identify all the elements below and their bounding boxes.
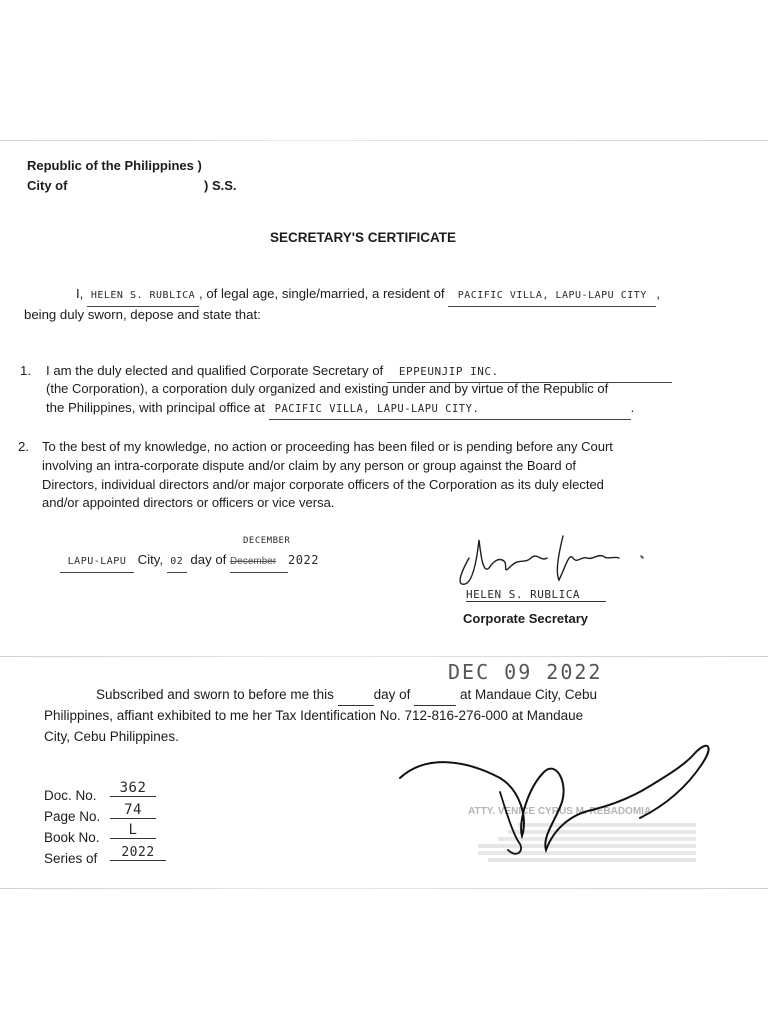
book-no-label: Book No. bbox=[44, 830, 100, 845]
corporation-name-field: EPPEUNJIP INC. bbox=[387, 362, 672, 383]
page-no-label: Page No. bbox=[44, 809, 101, 824]
jurat-line-1 bbox=[96, 685, 597, 706]
intro-i: I, bbox=[76, 286, 84, 301]
book-no-field: L bbox=[110, 822, 156, 839]
intro-line-1 bbox=[76, 284, 660, 307]
dateline bbox=[60, 550, 319, 573]
dateline-city-word: City, bbox=[137, 552, 164, 567]
secretary-printed-name: HELEN S. RUBLICA bbox=[466, 588, 606, 602]
dateline-day-field: 02 bbox=[167, 552, 187, 573]
jurat-text-a: Subscribed and sworn to before me this bbox=[96, 687, 334, 702]
secretary-signature bbox=[455, 528, 655, 590]
intro-line-2: being duly sworn, depose and state that: bbox=[24, 307, 261, 322]
item-2-line-3: Directors, individual directors and/or major corporate officers of the Corporation as its duly elected bbox=[42, 477, 604, 492]
dateline-city-field: LAPU-LAPU bbox=[60, 552, 134, 573]
page-fold-middle bbox=[0, 656, 768, 657]
city-of-label: City of bbox=[27, 178, 68, 193]
dateline-day-of: day of bbox=[190, 552, 227, 567]
residence-field: PACIFIC VILLA, LAPU-LAPU CITY bbox=[448, 286, 656, 307]
affiant-name-field: HELEN S. RUBLICA bbox=[87, 286, 199, 307]
jurat-day-blank bbox=[338, 685, 374, 706]
jurat-text-b: day of bbox=[373, 687, 411, 702]
item-2-line-2: involving an intra-corporate dispute and/or claim by any person or group against the Board of bbox=[42, 458, 577, 473]
republic-line: Republic of the Philippines ) bbox=[27, 158, 202, 173]
item-1-text-c: the Philippines, with principal office at bbox=[46, 400, 265, 415]
jurat-month-blank bbox=[414, 685, 456, 706]
intro-comma: , bbox=[656, 286, 660, 301]
jurat-text-c: at Mandaue City, Cebu bbox=[459, 687, 598, 702]
dateline-month-handwritten: DECEMBER bbox=[243, 536, 291, 546]
notary-stamp-name: ATTY. VENICE CYRUS M. REBADOMIA bbox=[468, 806, 652, 817]
intro-legal-text: , of legal age, single/married, a resident of bbox=[199, 286, 445, 301]
item-1-line-2: (the Corporation), a corporation duly organized and existing under and by virtue of the Republic of bbox=[46, 381, 609, 396]
page-no-field: 74 bbox=[110, 802, 156, 819]
doc-no-field: 362 bbox=[110, 780, 156, 797]
item-1-line-3 bbox=[46, 398, 634, 420]
item-1-number: 1. bbox=[20, 363, 31, 378]
notary-signature bbox=[396, 732, 726, 872]
item-2-line-1: To the best of my knowledge, no action or proceeding has been filed or is pending before any Court bbox=[42, 439, 613, 454]
document-title: SECRETARY'S CERTIFICATE bbox=[270, 230, 456, 245]
principal-office-field: PACIFIC VILLA, LAPU-LAPU CITY. bbox=[269, 399, 631, 420]
jurat-line-3: City, Cebu Philippines. bbox=[44, 729, 179, 744]
ss-label: ) S.S. bbox=[204, 178, 237, 193]
item-2-number: 2. bbox=[18, 439, 29, 454]
page-fold-top bbox=[0, 140, 768, 141]
item-1-dot: . bbox=[630, 400, 635, 415]
jurat-line-2: Philippines, affiant exhibited to me her Tax Identification No. 712-816-276-000 at Mandaue bbox=[44, 708, 584, 723]
series-label: Series of bbox=[44, 851, 98, 866]
item-1-text-a: I am the duly elected and qualified Corporate Secretary of bbox=[46, 363, 384, 378]
dateline-year-field: 2022 bbox=[288, 553, 319, 567]
series-field: 2022 bbox=[110, 845, 166, 861]
doc-no-label: Doc. No. bbox=[44, 788, 97, 803]
page-fold-bottom bbox=[0, 888, 768, 889]
received-date-stamp: DEC 09 2022 bbox=[448, 660, 603, 684]
dateline-month-struck: December bbox=[230, 552, 288, 573]
item-2-line-4: and/or appointed directors or officers or vice versa. bbox=[42, 495, 335, 510]
secretary-role-label: Corporate Secretary bbox=[463, 611, 588, 626]
